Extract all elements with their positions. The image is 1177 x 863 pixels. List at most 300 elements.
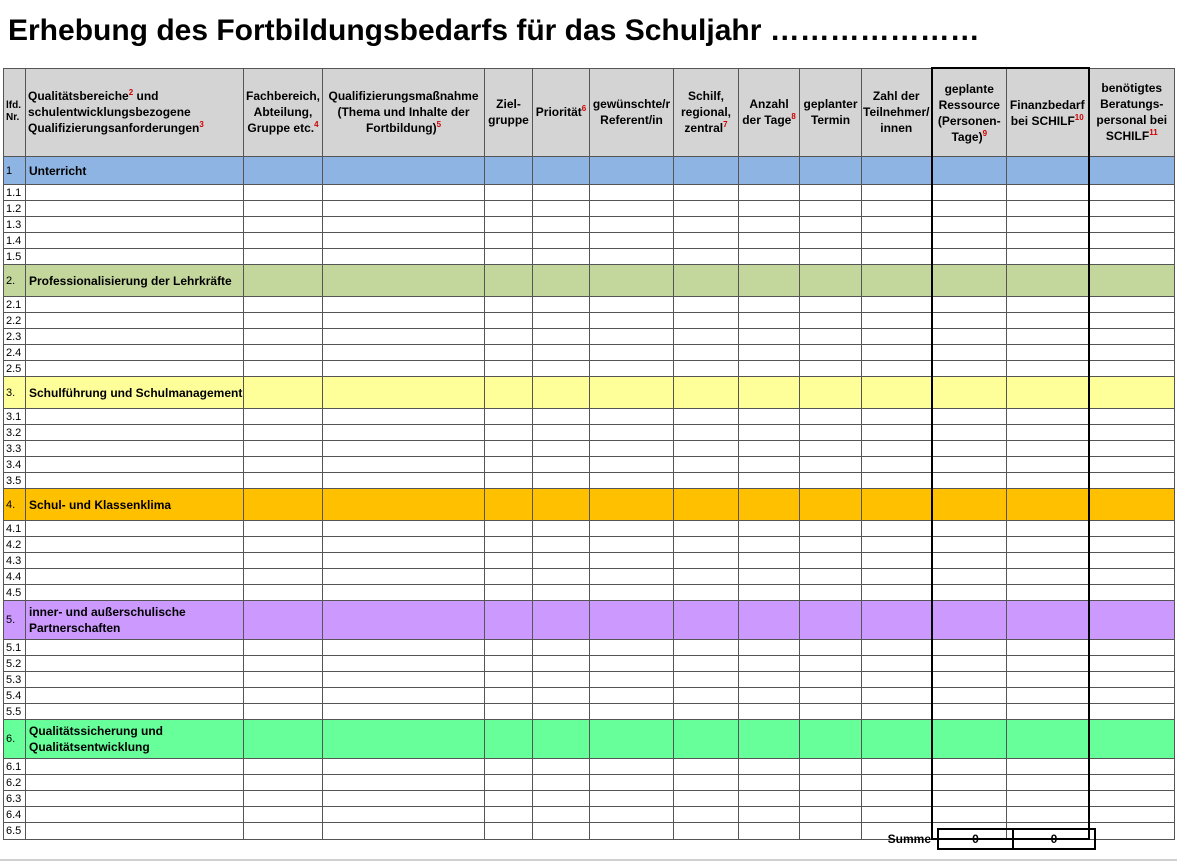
table-cell[interactable] xyxy=(739,759,800,775)
table-cell[interactable] xyxy=(932,233,1007,249)
table-cell[interactable] xyxy=(739,775,800,791)
table-cell[interactable] xyxy=(862,656,932,672)
table-cell[interactable] xyxy=(674,553,739,569)
table-cell[interactable] xyxy=(590,201,674,217)
table-cell[interactable] xyxy=(862,409,932,425)
table-cell[interactable] xyxy=(244,553,323,569)
table-cell[interactable] xyxy=(485,441,533,457)
table-cell[interactable] xyxy=(1089,640,1175,656)
table-cell[interactable] xyxy=(533,688,590,704)
table-cell[interactable] xyxy=(533,569,590,585)
section-cell[interactable] xyxy=(533,265,590,297)
table-cell[interactable] xyxy=(862,201,932,217)
table-cell[interactable] xyxy=(862,775,932,791)
table-cell[interactable] xyxy=(932,201,1007,217)
table-cell[interactable] xyxy=(800,201,862,217)
table-cell[interactable] xyxy=(485,704,533,720)
section-cell[interactable] xyxy=(1089,720,1175,759)
table-cell[interactable] xyxy=(674,823,739,840)
table-cell[interactable] xyxy=(485,521,533,537)
table-cell[interactable] xyxy=(1007,425,1089,441)
table-cell[interactable] xyxy=(323,656,485,672)
table-cell[interactable] xyxy=(26,656,244,672)
section-cell[interactable] xyxy=(674,377,739,409)
table-cell[interactable] xyxy=(26,345,244,361)
table-cell[interactable] xyxy=(800,361,862,377)
table-cell[interactable] xyxy=(485,688,533,704)
section-cell[interactable] xyxy=(323,377,485,409)
table-cell[interactable] xyxy=(674,656,739,672)
table-cell[interactable] xyxy=(244,185,323,201)
section-cell[interactable] xyxy=(533,601,590,640)
table-cell[interactable] xyxy=(1089,553,1175,569)
section-cell[interactable] xyxy=(244,265,323,297)
table-cell[interactable] xyxy=(932,807,1007,823)
table-cell[interactable] xyxy=(800,329,862,345)
table-cell[interactable] xyxy=(485,409,533,425)
table-cell[interactable] xyxy=(533,791,590,807)
table-cell[interactable] xyxy=(1089,345,1175,361)
table-cell[interactable] xyxy=(323,823,485,840)
table-cell[interactable] xyxy=(26,704,244,720)
section-cell[interactable] xyxy=(932,489,1007,521)
table-cell[interactable] xyxy=(674,688,739,704)
section-cell[interactable] xyxy=(244,720,323,759)
table-cell[interactable] xyxy=(533,585,590,601)
table-cell[interactable] xyxy=(1089,201,1175,217)
table-cell[interactable] xyxy=(590,249,674,265)
table-cell[interactable] xyxy=(26,313,244,329)
table-cell[interactable] xyxy=(1007,473,1089,489)
table-cell[interactable] xyxy=(323,409,485,425)
table-cell[interactable] xyxy=(323,345,485,361)
table-cell[interactable] xyxy=(1089,425,1175,441)
table-cell[interactable] xyxy=(533,201,590,217)
table-cell[interactable] xyxy=(533,640,590,656)
section-cell[interactable] xyxy=(800,265,862,297)
table-cell[interactable] xyxy=(533,457,590,473)
table-cell[interactable] xyxy=(244,441,323,457)
table-cell[interactable] xyxy=(26,553,244,569)
table-cell[interactable] xyxy=(674,807,739,823)
table-cell[interactable] xyxy=(26,201,244,217)
section-cell[interactable] xyxy=(485,489,533,521)
table-cell[interactable] xyxy=(485,585,533,601)
section-cell[interactable] xyxy=(932,601,1007,640)
table-cell[interactable] xyxy=(862,521,932,537)
table-cell[interactable] xyxy=(862,672,932,688)
table-cell[interactable] xyxy=(485,201,533,217)
section-cell[interactable] xyxy=(862,377,932,409)
table-cell[interactable] xyxy=(590,361,674,377)
table-cell[interactable] xyxy=(1007,313,1089,329)
table-cell[interactable] xyxy=(739,569,800,585)
section-cell[interactable] xyxy=(800,489,862,521)
section-cell[interactable] xyxy=(862,265,932,297)
table-cell[interactable] xyxy=(26,791,244,807)
table-cell[interactable] xyxy=(485,249,533,265)
table-cell[interactable] xyxy=(590,672,674,688)
table-cell[interactable] xyxy=(862,185,932,201)
table-cell[interactable] xyxy=(1007,185,1089,201)
table-cell[interactable] xyxy=(1007,759,1089,775)
section-cell[interactable] xyxy=(1007,601,1089,640)
table-cell[interactable] xyxy=(590,233,674,249)
table-cell[interactable] xyxy=(533,521,590,537)
section-cell[interactable] xyxy=(1007,489,1089,521)
table-cell[interactable] xyxy=(800,823,862,840)
table-cell[interactable] xyxy=(800,569,862,585)
table-cell[interactable] xyxy=(1007,704,1089,720)
table-cell[interactable] xyxy=(1007,217,1089,233)
section-cell[interactable] xyxy=(323,720,485,759)
table-cell[interactable] xyxy=(485,473,533,489)
section-cell[interactable] xyxy=(862,157,932,185)
table-cell[interactable] xyxy=(739,329,800,345)
table-cell[interactable] xyxy=(1089,807,1175,823)
table-cell[interactable] xyxy=(1007,688,1089,704)
table-cell[interactable] xyxy=(1089,297,1175,313)
table-cell[interactable] xyxy=(1089,585,1175,601)
section-cell[interactable] xyxy=(244,157,323,185)
table-cell[interactable] xyxy=(739,521,800,537)
table-cell[interactable] xyxy=(244,521,323,537)
table-cell[interactable] xyxy=(323,201,485,217)
table-cell[interactable] xyxy=(739,704,800,720)
table-cell[interactable] xyxy=(800,473,862,489)
table-cell[interactable] xyxy=(590,409,674,425)
table-cell[interactable] xyxy=(533,217,590,233)
section-cell[interactable] xyxy=(739,157,800,185)
section-cell[interactable] xyxy=(1089,157,1175,185)
section-cell[interactable] xyxy=(862,601,932,640)
table-cell[interactable] xyxy=(590,775,674,791)
table-cell[interactable] xyxy=(674,233,739,249)
table-cell[interactable] xyxy=(674,672,739,688)
table-cell[interactable] xyxy=(323,313,485,329)
table-cell[interactable] xyxy=(1089,473,1175,489)
table-cell[interactable] xyxy=(1007,672,1089,688)
table-cell[interactable] xyxy=(323,521,485,537)
table-cell[interactable] xyxy=(26,233,244,249)
table-cell[interactable] xyxy=(800,441,862,457)
section-cell[interactable] xyxy=(932,157,1007,185)
table-cell[interactable] xyxy=(244,759,323,775)
section-cell[interactable] xyxy=(739,265,800,297)
section-cell[interactable] xyxy=(674,157,739,185)
table-cell[interactable] xyxy=(26,823,244,840)
table-cell[interactable] xyxy=(1007,775,1089,791)
table-cell[interactable] xyxy=(533,704,590,720)
table-cell[interactable] xyxy=(932,425,1007,441)
table-cell[interactable] xyxy=(533,759,590,775)
table-cell[interactable] xyxy=(932,791,1007,807)
table-cell[interactable] xyxy=(932,441,1007,457)
section-cell[interactable] xyxy=(932,265,1007,297)
table-cell[interactable] xyxy=(533,233,590,249)
table-cell[interactable] xyxy=(26,640,244,656)
section-cell[interactable] xyxy=(590,377,674,409)
table-cell[interactable] xyxy=(244,791,323,807)
table-cell[interactable] xyxy=(739,553,800,569)
section-cell[interactable] xyxy=(590,720,674,759)
section-cell[interactable] xyxy=(800,157,862,185)
table-cell[interactable] xyxy=(26,457,244,473)
table-cell[interactable] xyxy=(862,807,932,823)
table-cell[interactable] xyxy=(485,233,533,249)
table-cell[interactable] xyxy=(674,217,739,233)
table-cell[interactable] xyxy=(1089,409,1175,425)
section-cell[interactable] xyxy=(485,601,533,640)
table-cell[interactable] xyxy=(533,537,590,553)
table-cell[interactable] xyxy=(323,704,485,720)
table-cell[interactable] xyxy=(323,329,485,345)
table-cell[interactable] xyxy=(485,807,533,823)
table-cell[interactable] xyxy=(590,425,674,441)
table-cell[interactable] xyxy=(674,201,739,217)
table-cell[interactable] xyxy=(26,775,244,791)
table-cell[interactable] xyxy=(739,688,800,704)
section-cell[interactable] xyxy=(739,489,800,521)
table-cell[interactable] xyxy=(800,791,862,807)
section-cell[interactable] xyxy=(590,489,674,521)
table-cell[interactable] xyxy=(26,185,244,201)
table-cell[interactable] xyxy=(1089,704,1175,720)
section-cell[interactable] xyxy=(674,720,739,759)
table-cell[interactable] xyxy=(533,425,590,441)
table-cell[interactable] xyxy=(485,823,533,840)
table-cell[interactable] xyxy=(244,537,323,553)
table-cell[interactable] xyxy=(244,313,323,329)
table-cell[interactable] xyxy=(485,345,533,361)
section-cell[interactable] xyxy=(244,377,323,409)
table-cell[interactable] xyxy=(533,345,590,361)
table-cell[interactable] xyxy=(533,775,590,791)
table-cell[interactable] xyxy=(932,249,1007,265)
table-cell[interactable] xyxy=(323,672,485,688)
table-cell[interactable] xyxy=(1089,791,1175,807)
table-cell[interactable] xyxy=(674,537,739,553)
table-cell[interactable] xyxy=(674,585,739,601)
table-cell[interactable] xyxy=(533,409,590,425)
table-cell[interactable] xyxy=(26,569,244,585)
table-cell[interactable] xyxy=(932,297,1007,313)
table-cell[interactable] xyxy=(533,185,590,201)
table-cell[interactable] xyxy=(932,640,1007,656)
section-cell[interactable] xyxy=(1007,720,1089,759)
table-cell[interactable] xyxy=(862,345,932,361)
table-cell[interactable] xyxy=(862,457,932,473)
table-cell[interactable] xyxy=(932,217,1007,233)
table-cell[interactable] xyxy=(674,704,739,720)
section-cell[interactable] xyxy=(1089,377,1175,409)
table-cell[interactable] xyxy=(323,640,485,656)
table-cell[interactable] xyxy=(323,473,485,489)
table-cell[interactable] xyxy=(485,656,533,672)
table-cell[interactable] xyxy=(932,569,1007,585)
table-cell[interactable] xyxy=(485,759,533,775)
table-cell[interactable] xyxy=(1007,233,1089,249)
table-cell[interactable] xyxy=(932,345,1007,361)
table-cell[interactable] xyxy=(674,297,739,313)
table-cell[interactable] xyxy=(800,233,862,249)
table-cell[interactable] xyxy=(739,297,800,313)
table-cell[interactable] xyxy=(26,249,244,265)
table-cell[interactable] xyxy=(1007,791,1089,807)
table-cell[interactable] xyxy=(1007,457,1089,473)
table-cell[interactable] xyxy=(862,329,932,345)
section-cell[interactable] xyxy=(1089,601,1175,640)
table-cell[interactable] xyxy=(932,656,1007,672)
table-cell[interactable] xyxy=(800,553,862,569)
section-cell[interactable] xyxy=(323,265,485,297)
table-cell[interactable] xyxy=(485,297,533,313)
table-cell[interactable] xyxy=(1089,457,1175,473)
table-cell[interactable] xyxy=(590,585,674,601)
table-cell[interactable] xyxy=(932,361,1007,377)
section-cell[interactable] xyxy=(533,377,590,409)
table-cell[interactable] xyxy=(800,185,862,201)
table-cell[interactable] xyxy=(800,807,862,823)
table-cell[interactable] xyxy=(1007,361,1089,377)
table-cell[interactable] xyxy=(323,185,485,201)
section-cell[interactable] xyxy=(800,720,862,759)
table-cell[interactable] xyxy=(932,759,1007,775)
table-cell[interactable] xyxy=(739,823,800,840)
table-cell[interactable] xyxy=(485,791,533,807)
table-cell[interactable] xyxy=(1007,640,1089,656)
table-cell[interactable] xyxy=(485,361,533,377)
section-cell[interactable] xyxy=(485,377,533,409)
table-cell[interactable] xyxy=(1089,672,1175,688)
table-cell[interactable] xyxy=(739,672,800,688)
table-cell[interactable] xyxy=(26,217,244,233)
table-cell[interactable] xyxy=(862,249,932,265)
table-cell[interactable] xyxy=(1089,441,1175,457)
table-cell[interactable] xyxy=(26,672,244,688)
table-cell[interactable] xyxy=(26,297,244,313)
section-cell[interactable] xyxy=(800,601,862,640)
table-cell[interactable] xyxy=(485,185,533,201)
table-cell[interactable] xyxy=(1089,185,1175,201)
table-cell[interactable] xyxy=(862,233,932,249)
table-cell[interactable] xyxy=(739,233,800,249)
section-cell[interactable] xyxy=(590,157,674,185)
table-cell[interactable] xyxy=(590,473,674,489)
table-cell[interactable] xyxy=(862,217,932,233)
table-cell[interactable] xyxy=(739,345,800,361)
table-cell[interactable] xyxy=(590,569,674,585)
section-cell[interactable] xyxy=(323,157,485,185)
table-cell[interactable] xyxy=(590,656,674,672)
table-cell[interactable] xyxy=(862,425,932,441)
table-cell[interactable] xyxy=(323,537,485,553)
table-cell[interactable] xyxy=(590,553,674,569)
section-cell[interactable] xyxy=(1007,265,1089,297)
table-cell[interactable] xyxy=(862,537,932,553)
table-cell[interactable] xyxy=(862,361,932,377)
table-cell[interactable] xyxy=(590,313,674,329)
table-cell[interactable] xyxy=(1007,249,1089,265)
section-cell[interactable] xyxy=(533,720,590,759)
table-cell[interactable] xyxy=(1089,537,1175,553)
table-cell[interactable] xyxy=(674,329,739,345)
table-cell[interactable] xyxy=(590,759,674,775)
table-cell[interactable] xyxy=(1007,537,1089,553)
table-cell[interactable] xyxy=(739,217,800,233)
table-cell[interactable] xyxy=(244,823,323,840)
table-cell[interactable] xyxy=(800,217,862,233)
table-cell[interactable] xyxy=(26,329,244,345)
table-cell[interactable] xyxy=(739,441,800,457)
table-cell[interactable] xyxy=(739,791,800,807)
table-cell[interactable] xyxy=(862,569,932,585)
table-cell[interactable] xyxy=(590,441,674,457)
table-cell[interactable] xyxy=(26,585,244,601)
table-cell[interactable] xyxy=(590,537,674,553)
table-cell[interactable] xyxy=(1007,297,1089,313)
table-cell[interactable] xyxy=(800,409,862,425)
table-cell[interactable] xyxy=(244,775,323,791)
table-cell[interactable] xyxy=(323,688,485,704)
section-cell[interactable] xyxy=(1007,377,1089,409)
table-cell[interactable] xyxy=(739,807,800,823)
table-cell[interactable] xyxy=(590,345,674,361)
table-cell[interactable] xyxy=(1089,217,1175,233)
table-cell[interactable] xyxy=(590,521,674,537)
table-cell[interactable] xyxy=(485,775,533,791)
table-cell[interactable] xyxy=(533,823,590,840)
table-cell[interactable] xyxy=(533,672,590,688)
table-cell[interactable] xyxy=(590,640,674,656)
table-cell[interactable] xyxy=(244,297,323,313)
table-cell[interactable] xyxy=(323,807,485,823)
table-cell[interactable] xyxy=(244,569,323,585)
section-cell[interactable] xyxy=(862,489,932,521)
table-cell[interactable] xyxy=(244,201,323,217)
section-cell[interactable] xyxy=(674,489,739,521)
table-cell[interactable] xyxy=(323,425,485,441)
section-cell[interactable] xyxy=(862,720,932,759)
table-cell[interactable] xyxy=(800,425,862,441)
table-cell[interactable] xyxy=(590,329,674,345)
table-cell[interactable] xyxy=(244,672,323,688)
table-cell[interactable] xyxy=(485,569,533,585)
table-cell[interactable] xyxy=(244,249,323,265)
table-cell[interactable] xyxy=(932,775,1007,791)
table-cell[interactable] xyxy=(590,297,674,313)
table-cell[interactable] xyxy=(739,640,800,656)
table-cell[interactable] xyxy=(674,759,739,775)
table-cell[interactable] xyxy=(590,704,674,720)
table-cell[interactable] xyxy=(1089,759,1175,775)
table-cell[interactable] xyxy=(674,249,739,265)
table-cell[interactable] xyxy=(244,585,323,601)
table-cell[interactable] xyxy=(323,233,485,249)
section-cell[interactable] xyxy=(1007,157,1089,185)
table-cell[interactable] xyxy=(485,217,533,233)
table-cell[interactable] xyxy=(244,409,323,425)
table-cell[interactable] xyxy=(485,640,533,656)
table-cell[interactable] xyxy=(533,656,590,672)
table-cell[interactable] xyxy=(800,688,862,704)
table-cell[interactable] xyxy=(533,441,590,457)
table-cell[interactable] xyxy=(862,704,932,720)
table-cell[interactable] xyxy=(1089,521,1175,537)
table-cell[interactable] xyxy=(323,775,485,791)
section-cell[interactable] xyxy=(1089,489,1175,521)
table-cell[interactable] xyxy=(26,441,244,457)
